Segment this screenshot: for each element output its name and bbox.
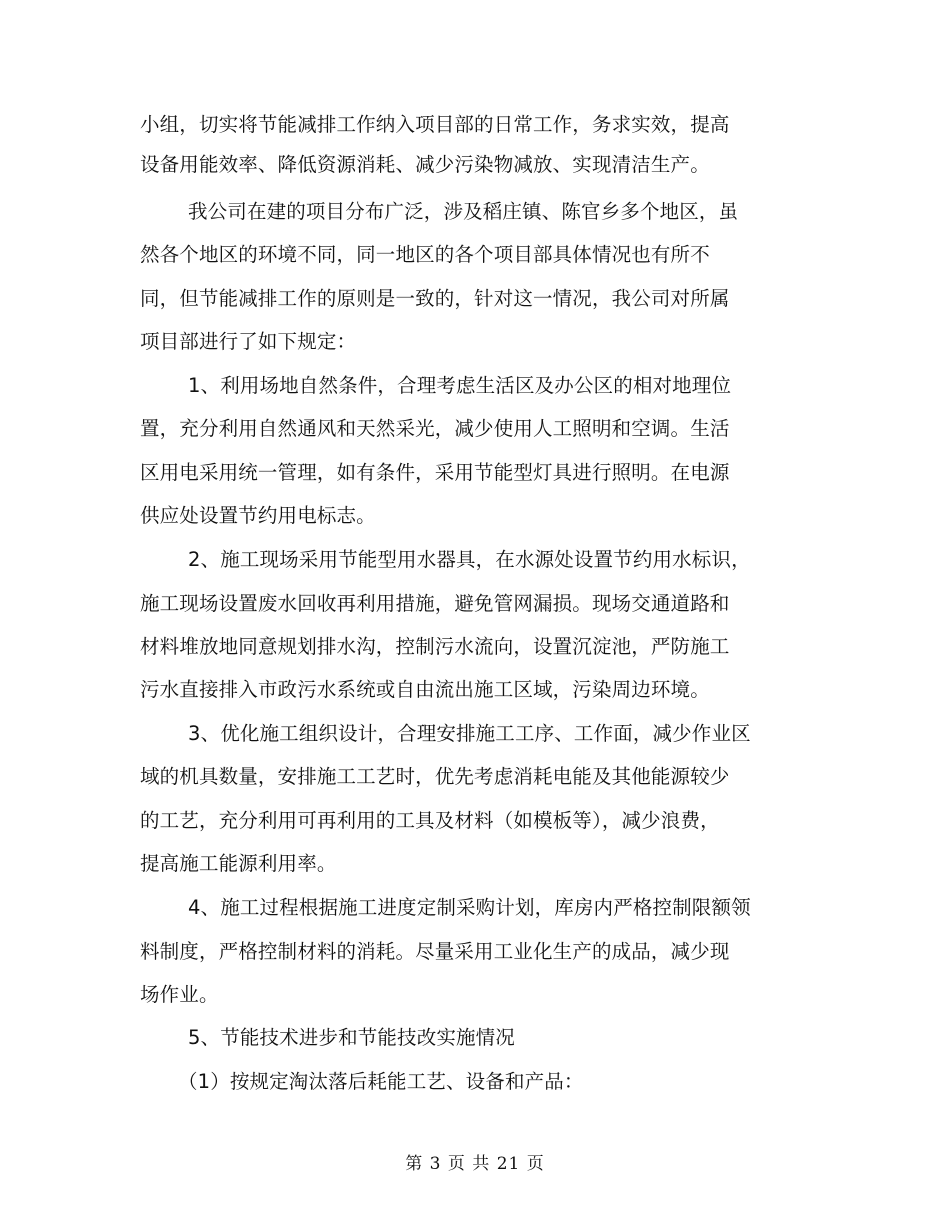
body-line: 供应处设置节约用电标志。 xyxy=(140,504,376,527)
body-line: 施工现场设置废水回收再利用措施，避免管网漏损。现场交通道路和 xyxy=(140,592,730,615)
body-line: 域的机具数量，安排施工工艺时，优先考虑消耗电能及其他能源较少 xyxy=(140,765,730,788)
body-line: 提高施工能源利用率。 xyxy=(140,852,337,875)
body-line: 的工艺，充分利用可再利用的工具及材料（如模板等），减少浪费， xyxy=(140,809,720,832)
body-line: 然各个地区的环境不同，同一地区的各个项目部具体情况也有所不 xyxy=(140,243,710,266)
section-heading-line: 5、节能技术进步和节能技改实施情况 xyxy=(188,1026,515,1049)
body-line: 设备用能效率、降低资源消耗、减少污染物减放、实现清洁生产。 xyxy=(140,153,710,176)
body-line: 同，但节能减排工作的原则是一致的，针对这一情况，我公司对所属 xyxy=(140,287,730,310)
body-line: 项目部进行了如下规定： xyxy=(140,330,357,353)
list-item-start-line: 4、施工过程根据施工进度定制采购计划，库房内严格控制限额领 xyxy=(188,896,751,919)
list-item-start-line: 1、利用场地自然条件，合理考虑生活区及办公区的相对地理位 xyxy=(188,374,732,397)
body-line: 材料堆放地同意规划排水沟，控制污水流向，设置沉淀池，严防施工 xyxy=(140,635,730,658)
body-line: 置，充分利用自然通风和天然采光，减少使用人工照明和空调。生活 xyxy=(140,417,730,440)
paragraph-start-line: 我公司在建的项目分布广泛，涉及稻庄镇、陈官乡多个地区，虽 xyxy=(188,200,739,223)
list-item-start-line: 3、优化施工组织设计，合理安排施工工序、工作面，减少作业区 xyxy=(188,722,751,745)
body-line: 场作业。 xyxy=(140,983,219,1006)
subsection-heading-line: （1）按规定淘汰落后耗能工艺、设备和产品： xyxy=(178,1070,584,1093)
body-line: 料制度，严格控制材料的消耗。尽量采用工业化生产的成品，减少现 xyxy=(140,940,730,963)
body-line: 区用电采用统一管理，如有条件，采用节能型灯具进行照明。在电源 xyxy=(140,461,730,484)
body-line: 小组，切实将节能减排工作纳入项目部的日常工作，务求实效，提高 xyxy=(140,113,730,136)
page-number-footer: 第 3 页 共 21 页 xyxy=(405,1154,545,1174)
body-line: 污水直接排入市政污水系统或自由流出施工区域，污染周边环境。 xyxy=(140,678,710,701)
list-item-start-line: 2、施工现场采用节能型用水器具，在水源处设置节约用水标识， xyxy=(188,548,751,571)
